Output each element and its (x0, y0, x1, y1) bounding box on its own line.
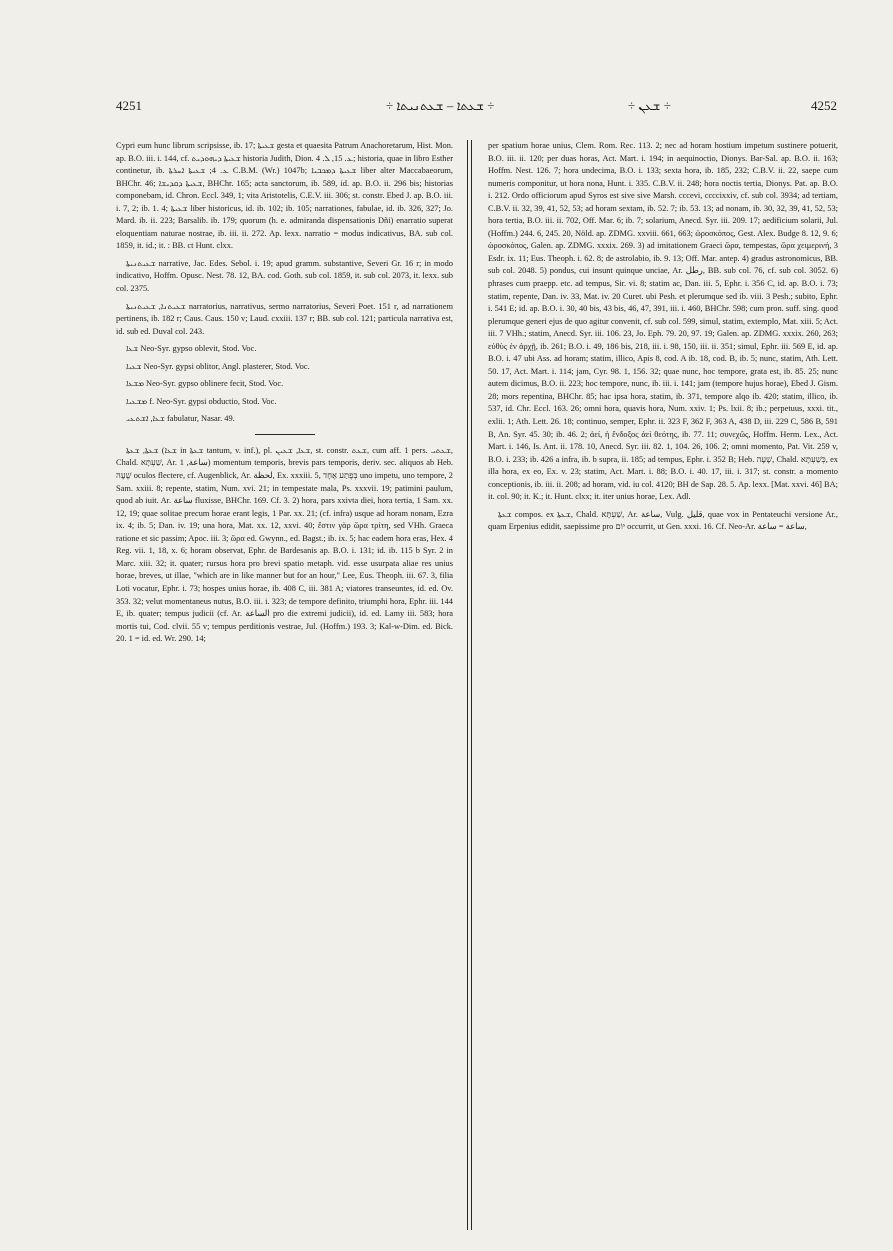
left-column (116, 140, 453, 1230)
entry-paragraph: ܫܥܐ Neo-Syr. gypso oblevit, Stod. Voc. (126, 344, 257, 354)
entry-paragraph: ܫܥܬܐ, ܫܥܬܐ (ܫܥܐ in ܫܥܬܐ tantum, v. inf.), pl. ܫܥܐ, ܫܥܝܢ, st. constr. ܫܥܬ, cum aff. 1 pers. ܫܥܬܝ, Chald. שַׁעְתָּא, Ar. ساعة, 1) momentum temporis, brevis pars temporis, deriv. sec. aliquos ab Heb. שָׁעָה oculos flectere, cf. Augenblick, Ar. لحظة, Ex. xxxiii. 5, בְּפֶתַע אֶחָד uno impetu, uno tempore, 2 Sam. xxiii. 8; repente, statim, Num. xvi. 21; in tempestate mala, Ps. xxxvii. 19; patiminі paulum, quod ab iuit. Ar. ساعة fluxisse, BHChr. 169. Cf. 3. 2) hora, pars xxivta diei, hora tertia, 1 Sam. xx. 12, 19; quae solitae precum horae erant legis, 1 Par. xx. 21; (cf. infra) usque ad horam nonam, Ezra ix. 4; ib. 5; Dan. iv. 19; una hora, Mat. xx. 12, xxvi. 40; ἔστιν γὰρ ὥρα τρίτη, sed VHh. Graeca ratione et sic passim; Apoc. iii. 3; ὥρα ed. Gwynn., ed. Bagst.; ib. ix. 5; hac eadem hora eras, Hex. 4 Reg. vii. 1, 18, x. 6; horam observat, Ephr. de Bardesanis ap. B.O. i. 131; id. ib. 115 b Syr. 2 in Marc. xiii. 32; it. quater; rursus hora pro brevi spatio metaph. vid. esse usurpata aliae res unius horae, breves, ut illae, "which are in like manner but for an hour," Lee, Eus. Theoph. iii. 67. 3, filia Loti vocatur, Ephr. i. 73; hospes unius horae, ib. 408 C, iii. 381 A; viatores transeuntes, id. ed. Ov. 353. 32; velut momentaneus nutus, B.O. iii. i. 323; de tempore definito, triumphi hora, Ephr. iii. 144 E, ib. quater; tempus judicii (cf. Ar. الساعة pro die extremi judicii), id. ed. Lamy iii. 583; hora mortis tui, Cod. clvii. 55 v; tempus perditionis vestrae, Jul. (Hoffm.) 193. 3; Kal-w-Dim. ed. Bick. 20. 1 = id. ed. Wr. 290. 14; (116, 445, 453, 644)
entry-paragraph: per spatium horae unius, Clem. Rom. Rec. 113. 2; nec ad horam hostium impetum sustinere potuerit, B.O. iii. ii. 120; per duas horas, Act. Mart. i. 194; in aequinoctio, Dionys. Bar-Sal. ap. B.O. ii. 163; Hoffm. Nest. 126. 7; hora undecima, B.O. i. 133; sexta hora, ib. 185, 232; C.B.V. ii. 22, saepe cum numeris componitur, ut hora nona, Hunt. i. 335. C.B.V. ii. 248; hora noctis tertia, Dionys. Pat. ap. B.O. i. 212. Ordo officiorum apud Syros est sive sive Marsh. cccevi, ccccixxiv, cf. sub col. 3934; ad tertiam, C.B.V. ii. 32, 39, 41, 52, 53; ad horam sextam, ib. 52. 7; ib. 53. 13; ad nonam, ib. 30, 32, 39, 41, 52, 53; hora tertia, B.O. iii. ii. 702, Off. Mar. 6; ib. 7; solarium, Anecd. Syr. iii. 209. 17; aedificium solarii, Jul. (Hoffm.) 244. 6, 245. 20, Nöld. ap. ZDMG. xxviii. 661, 663; ὡροσκόπος, Gest. Alex. Budge 8. 12, 9. 6; ὡροσκόπος, Galen. ap. ZDMG. xxxix. 269. 3) ad imitationem Graeci ὥρα, tempestas, ὥρα χειμερινή, 3 Esdr. ix. 11; Eus. Theoph. i. 62. 8; de astrolabio, ib. 9. 13; Off. Mar. antep. 4) gradus astronomicus, BB. sub col. 2048. 5) pondus, cui insunt quinque unciae, Ar. رطل, BB. sub col. 76, cf. sub col. 3052. 6) phrases cum praepp. etc. ad tempus, Sir. vi. 8; statim ac, Dan. iii. 5, Ephr. i. 356 C, id. ap. B.O. i. 73; statim, repente, Dan. iv. 33, Mat. iv. 20 Curet. ubi Pesh. et plerumque sed ib. viii. 3 Pesh.; subito, Ephr. i. 541 E; id. ap. B.O. i. 30, 40 bis, 43 bis, 46, 47, 391, iii. i. 460, BHChr. 598; cum pron. suff. sing. quod plerumque generi ejus de quo agitur convenit, cf. sub col. 599, simul, statim, extemplo, Mat. xiii. 5; Act. iii. 7 VHh.; statim, Anecd. Syr. iii. 106. 23, Jo. Eph. 79. 20, 97. 19; Galen. ap. ZDMG. xxxix. 260, 263; εὐθὺς ἐν ἀρχῇ, ib. 261; B.O. i. 49, 186 bis, 218, iii. i. 98, 150, iii. ii. 351; simul, Ephr. iii. 569 E, id. ap. B.O. i. 47 ubi Ass. ad horam; statim, illico, Apis 8, cod. A ib. 18, cod. B, ib. 5; nunc, statim, Ath. Lett. 50. 17, Act. Mart. i. 114; jam, Cyr. 98. 1, 156. 32; quae nunc, hoc tempore, grata est, ib. 85. 25; nunc autem dicimus, B.O. ii. 223; hoc tempore, nunc, ib. iii. i. 141; jam (tempore hujus horae), Ebed J. Gism. 28; mors repentina, BHChr. 85; hac ipsa hora, statim, ib. 371, tempore alqo ib. 420; statim, illico, ib. 537, id. Chr. Eccl. 163. 26; omni hora, quavis hora, Num. xxiv. 1; Ps. lxii. 8; ib.; perpetuus, xxxi. tit., exlii. 1; Ath. Lett. 26. 18; continuo, semper, Ephr. ii. 323 F, 362 F, 363 A, 438 D, iii. 229 C, 586 B, 591 B, An. Syr. 45. 30; ib. 46. 2; ἀεί, ἡ ἔνδοξος ἀεὶ θεότης, ib. 77. 11; συνεχῶς, Hoffm. Herm. Lex., Act. Mart. i. 146, Is. Ant. ii. 178. 10, Anecd. Syr. iii. 82. 1, 104. 26, 106. 2; omni momento, Pat. Vit. 259 v, B.O. i. 233; ib. 426 a infra, ib. b supra, ii. 185; ad tempus, Ephr. i. 352 B; Heb. שָׁעָה, Chald. כְּשַׁעְתָּא, ex illa hora, ex eo, Ex. v. 23; statim, Act. Mart. i. 88; B.O. i. 40. 17, iii. i. 317; st. constr. a momento conceptionis, ib. iii. ii. 208; ad horam, vid. iu col. 4120; BH de Sap. 28. 5. Ap. lexx. [Mat. xxvi. 46] BA; it. col. 90; it. K.; it. Hunt. clxx; it. iter unius horae, Lex. Adl. (488, 141, 838, 502)
entry-paragraph: ܫܥܝܐ Neo-Syr. gypsi oblitor, Angl. plasterer, Stod. Voc. (126, 361, 310, 371)
section-separator (255, 434, 315, 435)
entry-paragraph: ܡܫܥܐ Neo-Syr. gypso oblinere fecit, Stod. Voc. (126, 379, 284, 389)
right-column (488, 140, 838, 1230)
entry-paragraph: ܡܫܥܝܐ f. Neo-Syr. gypsi obductio, Stod. Voc. (126, 396, 277, 406)
column-divider (471, 140, 472, 1230)
entry-paragraph: ܫܥܬܐ compos. ex ܫܥܬܐ, Chald. שַׁעְתָּא, Ar. ساعة, Vulg. قليل, quae vox in Pentateuchi versione Ar., quam Erpenius edidit, saepissime pro יוֹם occurrit, ut Gen. xxxi. 16. Cf. Neo-Ar. ساعة = ساعة, (488, 509, 838, 532)
page-header (116, 98, 837, 120)
entry-paragraph: ܫܥܐ, ܐܫܬܥܝ fabulatur, Nasar. 49. (126, 414, 235, 424)
entry-paragraph: Cypri eum hunc librum scripsisse, ib. 17; ܫܥܝܬܐ gesta et quaesita Patrum Anachoretarum, Hist. Mon. ap. B.O. iii. i. 144, cf. ܫܥܝܬܐ ܕܝܗܘܕܝܬ historia Judith, Dion. ܥ. 15, ܠ. 4; historia, quae in libro Esther continetur, ib. ܥ. 4; ܫܥܝܬܐ ܐܚܪܬܐ C.B.M. (Wr.) 1047b; ܫܥܝܬܐ ܕܡܟܒܝܐ liber alter Maccabaeorum, BHChr. 46; ܫܥܝܬܐ ܕܩܕܝܫܐ, BHChr. 165; acta sanctorum, ib. 589, id. ap. B.O. ii. 296 bis; historias componebam, id. Chron. Eccl. 349, 1; vita Aristotelis, C.E.V. iii. 306; st. constr. Ebed J. ap. B.O. iii. i. 7, 2; ib. 1. 4; ܫܥܝܬܐ liber historicus, id. ib. 102; ib. 105; narrationes, fabulae, id. ib. 326, 327; Jo. Mard. ib. ii. 223; Barsalib. ib. 179; quorum (h. e. admiranda dispensationis Dñi) enarratio superat eloquentiam naturae nostrae, ib. iii. ii. 272. Ap. lexx. narratio = modus indicativus, BA. sub col. 1859, it. id.; it. : BB. ct Hunt. clxx. (116, 141, 453, 251)
running-title-right: ÷ ܫܥܢ ÷ (628, 98, 671, 113)
entry-paragraph: ܫܥܝܬܢܝܬܐ narrative, Jac. Edes. Sebol. i. 19; apud gramm. substantive, Severi Gr. 16 r; in modo indicativo, Hoffm. Opusc. Nest. 78. 12, BA. cod. Goth. sub col. 1859, it. sub col. 2073, it. lexx. sub col. 2375. (116, 258, 453, 294)
page-number-right: 4252 (811, 98, 837, 113)
running-title-left: ÷ ܫܥܬܐ – ܫܥܬܢܝܬܐ ÷ (386, 98, 495, 113)
column-divider (467, 140, 468, 1230)
entry-paragraph: ܫܥܝܬܢܐ, ܫܥܝܬܢܝܬܐ narratorius, narrativus, sermo narratorius, Severi Poet. 151 r, ad narrationem pertinens, ib. 182 r; Caus. Caus. 150 v; Laud. cxxiii. 137 r; BB. sub col. 121; particula narrativa est, id. sub ed. Duval col. 243. (116, 301, 453, 336)
page-number-left: 4251 (116, 98, 142, 113)
